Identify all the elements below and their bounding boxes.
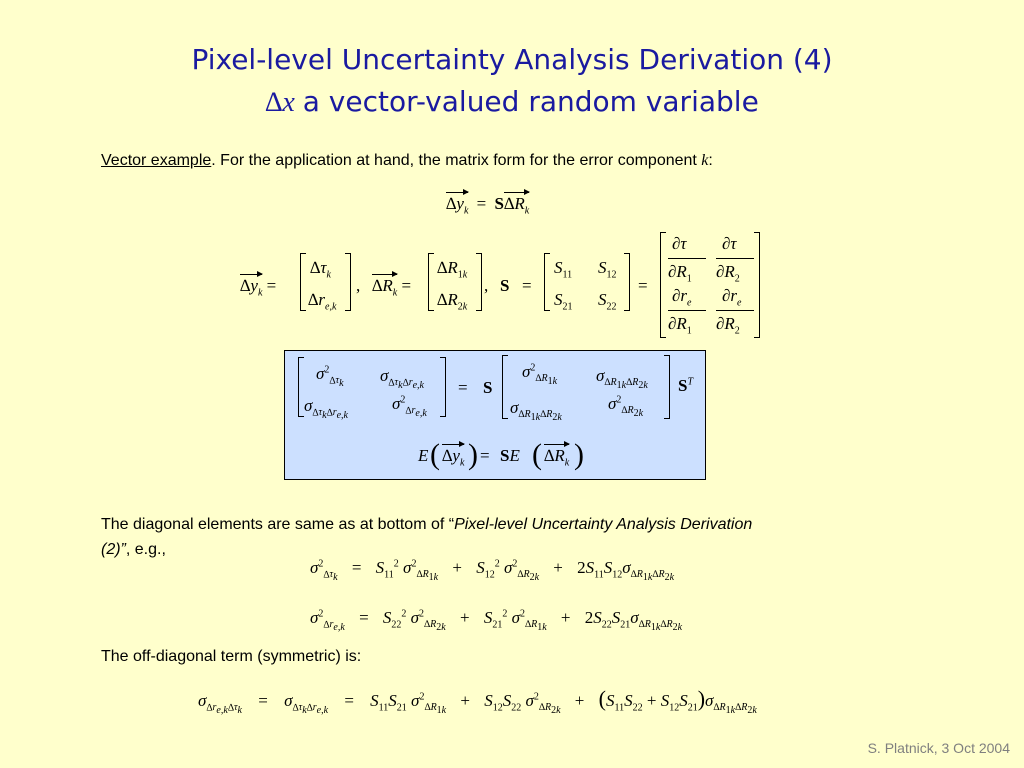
equation-var-re: $\sigma^2_{\Delta r_{e,k}} = S_{22}^2$ $\sigma^2_{\Delta R_{2k}} + S_{21}^2$ $\sigma^2_{\Delta R_{1k}} + 2S_{22}S_{21}\sigma_{\Delta R_{1k}\Delta R_{2k}}$ <box>310 608 683 634</box>
diagonal-note-line1: The diagonal elements are same as at bottom of “Pixel-level Uncertainty Analysis Derivation <box>101 516 753 533</box>
slide-subtitle <box>0 84 1024 121</box>
intro-text: Vector example. For the application at hand, the matrix form for the error component k: <box>101 152 713 169</box>
slide: Pixel-level Uncertainty Analysis Derivation (4) ∆x a vector-valued random variable Vector example. For the application at hand, the matrix form for the error component k: $\Delta y_k = S\Delta R_k$ $\Delta y_k$ = $\Delta\tau_k$ $\Delta r_{e,k}$ , $\Delta R_k$ = $\Delta R_{1k}$ $\Delta R_{2k}$ , S = $S_{11}$ $S_{12}$ $S_{21}$ $S_{22}$ = ∂τ $\partial R_1$ ∂τ $\partial R_2$ $\partial r_e$ $\partial R_1$ $\partial r_e$ $\partial R_2$ $\sigma^2_{\Delta\tau_k}$ $\sigma_{\Delta\tau_k\Delta r_{e,k}}$ $\sigma_{\Delta\tau_k\Delta r_{e,k}}$ $\sigma^2_{\Delta r_{e,k}}$ = S $\sigma^2_{\Delta R_{1k}}$ $\sigma_{\Delta R_{1k}\Delta R_{2k}}$ $\sigma_{\Delta R_{1k}\Delta R_{2k}}$ $\sigma^2_{\Delta R_{2k}}$ $S^T$ E ( $\Delta y_k$ ) = SE ( $\Delta R_k$ ) The diagonal elements are same as at bottom of “Pixel-level Uncertainty Analysis Derivation (2)”, e.g., $\sigma^2_{\Delta\tau_k} = S_{11}^2$ $\sigma^2_{\Delta R_{1k}} + S_{12}^2$ $\sigma^2_{\Delta R_{2k}} + 2S_{11}S_{12}\sigma_{\Delta R_{1k}\Delta R_{2k}}$ $\sigma^2_{\Delta r_{e,k}} = S_{22}^2$ $\sigma^2_{\Delta R_{2k}} + S_{21}^2$ $\sigma^2_{\Delta R_{1k}} + 2S_{22}S_{21}\sigma_{\Delta R_{1k}\Delta R_{2k}}$ The off-diagonal term (symmetric) is: $\sigma_{\Delta r_{e,k}\Delta\tau_k} = \sigma_{\Delta\tau_k\Delta r_{e,k}} = S_{11}S_{21}$ $\sigma^2_{\Delta R_{1k}} + S_{12}S_{22}$ $\sigma^2_{\Delta R_{2k}} + (S_{11}S_{22} + S_{12}S_{21})\sigma_{\Delta R_{1k}\Delta R_{2k}}$ S. Platnick, 3 Oct 2004 <box>0 0 1024 768</box>
diagonal-note-line2: (2)”, e.g., <box>101 541 166 558</box>
offdiag-note: The off-diagonal term (symmetric) is: <box>101 648 362 665</box>
equation-offdiag: $\sigma_{\Delta r_{e,k}\Delta\tau_k} = \sigma_{\Delta\tau_k\Delta r_{e,k}} = S_{11}S_{21}$ $\sigma^2_{\Delta R_{1k}} + S_{12}S_{22}$ $\sigma^2_{\Delta R_{2k}} + (S_{11}S_{22} + S_{12}S_{21})\sigma_{\Delta R_{1k}\Delta R_{2k}}$ <box>198 686 757 717</box>
subtitle-text: a vector-valued random variable <box>302 85 759 118</box>
vector-example-label: Vector example <box>101 152 212 169</box>
equation-dy-s-dr: $\Delta y_k = S\Delta R_k$ <box>446 194 530 217</box>
credit-text: S. Platnick, 3 Oct 2004 <box>867 740 1010 756</box>
slide-title: Pixel-level Uncertainty Analysis Derivation (4) <box>191 43 833 76</box>
delta-x-symbol: ∆x <box>265 87 295 118</box>
equation-var-tau: $\sigma^2_{\Delta\tau_k} = S_{11}^2$ $\sigma^2_{\Delta R_{1k}} + S_{12}^2$ $\sigma^2_{\Delta R_{2k}} + 2S_{11}S_{12}\sigma_{\Delta R_{1k}\Delta R_{2k}}$ <box>310 558 675 584</box>
